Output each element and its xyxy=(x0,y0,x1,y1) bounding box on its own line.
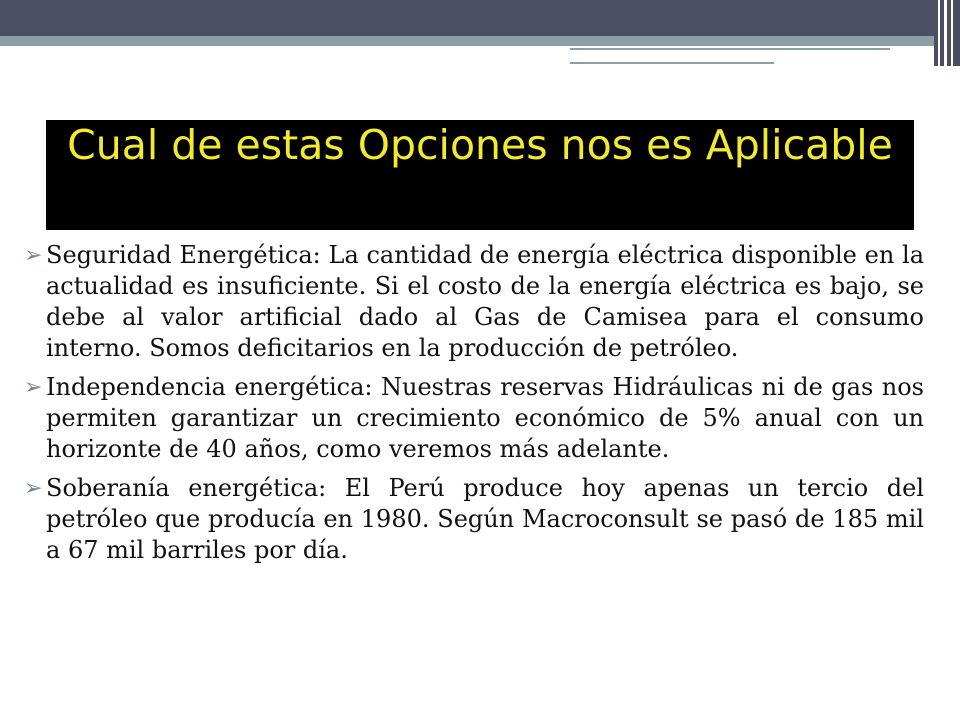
header-bar xyxy=(0,0,934,36)
slide-title: Cual de estas Opciones nos es Aplicable xyxy=(67,121,893,169)
header-divider xyxy=(944,0,947,66)
bullet-list xyxy=(24,240,924,574)
bullet-text: Independencia energética: Nuestras reservas Hidráulicas ni de gas nos permiten garantizar un crecimiento económico de 5% anual con un horizonte de 40 años, como veremos más adelante. xyxy=(46,373,924,463)
bullet-text: Soberanía energética: El Perú produce hoy apenas un tercio del petróleo que producía en 1980. Según Macroconsult se pasó de 185 mil a 67 mil barriles por día. xyxy=(46,474,924,564)
header-divider xyxy=(938,0,940,66)
arrow-bullet-icon: ➢ xyxy=(24,243,43,268)
header-rule xyxy=(570,62,774,64)
arrow-bullet-icon: ➢ xyxy=(24,476,43,501)
header-divider xyxy=(951,0,953,66)
bullet-text: Seguridad Energética: La cantidad de energía eléctrica disponible en la actualidad es insuficiente. Si el costo de la energía eléctrica es bajo, se debe al valor artificial dado al Gas de Camisea para el consumo interno. Somos deficitarios en la producción de petróleo. xyxy=(46,241,924,362)
bullet-item xyxy=(24,473,924,566)
bullet-item xyxy=(24,240,924,364)
bullet-item xyxy=(24,372,924,465)
arrow-bullet-icon: ➢ xyxy=(24,375,43,400)
header-accent-band xyxy=(0,36,934,46)
header-rule xyxy=(570,48,890,50)
